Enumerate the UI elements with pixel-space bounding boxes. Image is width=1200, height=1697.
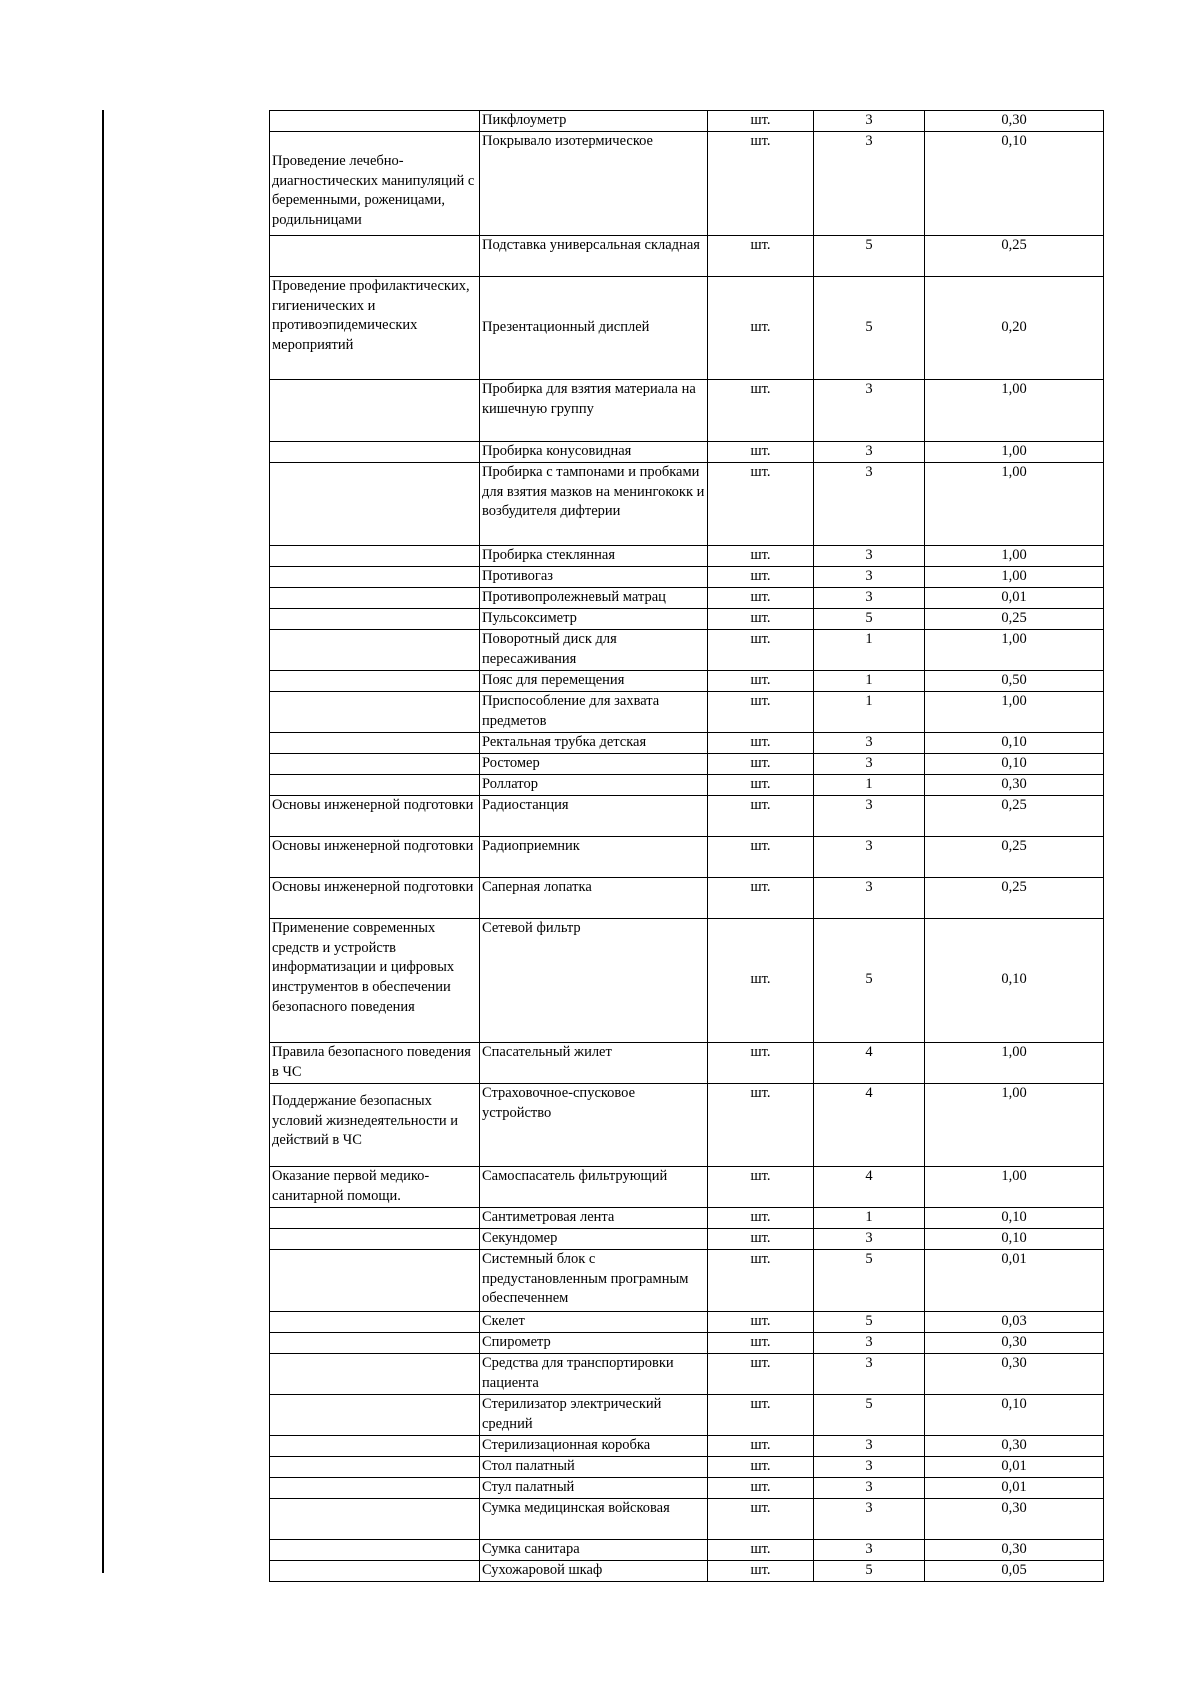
quantity-cell: 3 (814, 1228, 925, 1249)
quantity-cell: 1 (814, 691, 925, 732)
unit-cell: шт. (708, 1353, 814, 1394)
item-name-cell: Пробирка конусовидная (480, 441, 708, 462)
value-cell: 0,30 (925, 1332, 1104, 1353)
unit-cell: шт. (708, 379, 814, 441)
item-name-cell: Сетевой фильтр (480, 918, 708, 1042)
value-cell: 0,05 (925, 1560, 1104, 1581)
table-row (270, 732, 1104, 753)
section-cell (270, 131, 480, 235)
section-cell (270, 774, 480, 795)
quantity-cell: 3 (814, 545, 925, 566)
unit-cell: шт. (708, 795, 814, 836)
unit-cell: шт. (708, 774, 814, 795)
quantity-cell: 3 (814, 1435, 925, 1456)
equipment-table (269, 110, 1104, 1582)
item-name-cell: Пробирка для взятия материала на кишечную группу (480, 379, 708, 441)
item-name-cell: Спирометр (480, 1332, 708, 1353)
item-name-cell: Поворотный диск для пересаживания (480, 629, 708, 670)
item-name-cell: Радиоприемник (480, 836, 708, 877)
item-name-cell: Сумка медицинская войсковая (480, 1498, 708, 1539)
quantity-cell: 1 (814, 629, 925, 670)
quantity-cell: 5 (814, 235, 925, 276)
section-label: Проведение профилактических, гигиенических и противоэпидемических мероприятий (272, 277, 470, 354)
item-name-cell: Сумка санитара (480, 1539, 708, 1560)
section-cell (270, 566, 480, 587)
quantity-cell: 4 (814, 1083, 925, 1166)
table-row (270, 1498, 1104, 1539)
table-row (270, 566, 1104, 587)
value-cell: 0,10 (925, 131, 1104, 235)
table-row (270, 235, 1104, 276)
value-cell: 1,00 (925, 566, 1104, 587)
unit-cell: шт. (708, 877, 814, 918)
table-row (270, 877, 1104, 918)
value-cell: 1,00 (925, 1166, 1104, 1207)
unit-cell: шт. (708, 732, 814, 753)
quantity-cell: 3 (814, 732, 925, 753)
page-margin-line (102, 110, 104, 1573)
unit-cell: шт. (708, 587, 814, 608)
quantity-cell: 3 (814, 441, 925, 462)
table-row (270, 1477, 1104, 1498)
quantity-cell: 5 (814, 1249, 925, 1311)
item-name-cell: Системный блок с предустановленным програмным обеспеченнем (480, 1249, 708, 1311)
item-name-cell: Радиостанция (480, 795, 708, 836)
table-row (270, 608, 1104, 629)
section-cell: Поддержание безопасных условий жизнедеятельности и действий в ЧС (270, 1083, 480, 1166)
table-row (270, 545, 1104, 566)
unit-cell: шт. (708, 691, 814, 732)
section-cell (270, 1498, 480, 1539)
section-cell (270, 587, 480, 608)
section-cell (270, 1207, 480, 1228)
value-cell: 0,01 (925, 587, 1104, 608)
value-cell: 0,30 (925, 111, 1104, 132)
value-cell: 1,00 (925, 441, 1104, 462)
section-cell (270, 1435, 480, 1456)
unit-cell: шт. (708, 1249, 814, 1311)
section-cell (270, 732, 480, 753)
section-cell (270, 441, 480, 462)
unit-cell: шт. (708, 566, 814, 587)
section-cell (270, 1394, 480, 1435)
unit-cell: шт. (708, 1498, 814, 1539)
table-row (270, 111, 1104, 132)
unit-cell: шт. (708, 1560, 814, 1581)
section-cell (270, 235, 480, 276)
item-name-cell: Стол палатный (480, 1456, 708, 1477)
unit-cell: шт. (708, 1435, 814, 1456)
value-cell: 0,10 (925, 1394, 1104, 1435)
item-name-cell: Стерилизатор электрический средний (480, 1394, 708, 1435)
equipment-table-body (270, 111, 1104, 1582)
table-row (270, 918, 1104, 1042)
table-row (270, 1456, 1104, 1477)
quantity-cell: 3 (814, 131, 925, 235)
value-cell: 1,00 (925, 545, 1104, 566)
table-row (270, 1311, 1104, 1332)
table-row (270, 1435, 1104, 1456)
section-cell (270, 379, 480, 441)
quantity-cell: 3 (814, 1332, 925, 1353)
table-row (270, 836, 1104, 877)
section-cell (270, 1456, 480, 1477)
quantity-cell: 3 (814, 877, 925, 918)
quantity-cell: 5 (814, 1560, 925, 1581)
value-cell: 1,00 (925, 462, 1104, 545)
table-row (270, 1207, 1104, 1228)
unit-cell: шт. (708, 1332, 814, 1353)
value-cell: 0,10 (925, 753, 1104, 774)
value-cell: 0,50 (925, 670, 1104, 691)
item-name-cell: Средства для транспортировки пациента (480, 1353, 708, 1394)
section-cell (270, 670, 480, 691)
quantity-cell: 1 (814, 1207, 925, 1228)
section-cell (270, 691, 480, 732)
quantity-cell: 3 (814, 795, 925, 836)
section-cell: Оказание первой медико-санитарной помощи. (270, 1166, 480, 1207)
item-name-cell: Страховочное-спусковое устройство (480, 1083, 708, 1166)
section-cell (270, 1477, 480, 1498)
table-row (270, 587, 1104, 608)
quantity-cell: 3 (814, 1498, 925, 1539)
unit-cell: шт. (708, 1207, 814, 1228)
table-row (270, 462, 1104, 545)
unit-cell: шт. (708, 670, 814, 691)
quantity-cell: 5 (814, 276, 925, 379)
section-cell: Основы инженерной подготовки (270, 795, 480, 836)
quantity-cell: 3 (814, 1456, 925, 1477)
section-cell (270, 753, 480, 774)
section-cell: Основы инженерной подготовки (270, 836, 480, 877)
section-cell (270, 608, 480, 629)
value-cell: 0,25 (925, 608, 1104, 629)
unit-cell: шт. (708, 1042, 814, 1083)
unit-cell: шт. (708, 462, 814, 545)
item-name-cell: Покрывало изотермическое (480, 131, 708, 235)
unit-cell: шт. (708, 276, 814, 379)
section-cell (270, 1249, 480, 1311)
section-cell (270, 1311, 480, 1332)
value-cell: 1,00 (925, 379, 1104, 441)
quantity-cell: 1 (814, 774, 925, 795)
item-name-cell: Пикфлоуметр (480, 111, 708, 132)
quantity-cell: 5 (814, 1394, 925, 1435)
value-cell: 0,01 (925, 1249, 1104, 1311)
value-cell: 0,10 (925, 1228, 1104, 1249)
value-cell: 0,10 (925, 1207, 1104, 1228)
item-name-cell: Пробирка с тампонами и пробками для взятия мазков на менингококк и возбудителя дифтерии (480, 462, 708, 545)
section-cell: Применение современных средств и устройств информатизации и цифровых инструментов в обеспечении безопасного поведения (270, 918, 480, 1042)
item-name-cell: Презентационный дисплей (480, 276, 708, 379)
unit-cell: шт. (708, 1394, 814, 1435)
quantity-cell: 3 (814, 1539, 925, 1560)
unit-cell: шт. (708, 131, 814, 235)
table-row (270, 1332, 1104, 1353)
value-cell: 0,10 (925, 918, 1104, 1042)
section-cell (270, 1228, 480, 1249)
value-cell: 1,00 (925, 629, 1104, 670)
quantity-cell: 3 (814, 836, 925, 877)
value-cell: 0,03 (925, 1311, 1104, 1332)
unit-cell: шт. (708, 753, 814, 774)
unit-cell: шт. (708, 608, 814, 629)
value-cell: 0,01 (925, 1477, 1104, 1498)
table-row (270, 1394, 1104, 1435)
table-row (270, 1353, 1104, 1394)
item-name-cell: Стул палатный (480, 1477, 708, 1498)
quantity-cell: 3 (814, 753, 925, 774)
section-label: Проведение лечебно-диагностических манипуляций с беременными, роженицами, родильницами (272, 152, 475, 229)
value-cell: 0,30 (925, 774, 1104, 795)
section-cell (270, 629, 480, 670)
section-cell (270, 1332, 480, 1353)
table-row (270, 753, 1104, 774)
value-cell: 0,01 (925, 1456, 1104, 1477)
table-row (270, 131, 1104, 235)
table-row (270, 1083, 1104, 1166)
item-name-cell: Пояс для перемещения (480, 670, 708, 691)
table-row (270, 276, 1104, 379)
table-row (270, 379, 1104, 441)
item-name-cell: Сухожаровой шкаф (480, 1560, 708, 1581)
item-name-cell: Ректальная трубка детская (480, 732, 708, 753)
quantity-cell: 3 (814, 1477, 925, 1498)
table-row (270, 670, 1104, 691)
item-name-cell: Пробирка стеклянная (480, 545, 708, 566)
table-row (270, 1249, 1104, 1311)
quantity-cell: 5 (814, 918, 925, 1042)
item-name-cell: Самоспасатель фильтрующий (480, 1166, 708, 1207)
table-row (270, 629, 1104, 670)
table-row (270, 1539, 1104, 1560)
section-cell (270, 462, 480, 545)
unit-cell: шт. (708, 629, 814, 670)
unit-cell: шт. (708, 1539, 814, 1560)
item-name-cell: Противопролежневый матрац (480, 587, 708, 608)
value-cell: 0,25 (925, 235, 1104, 276)
item-name-cell: Саперная лопатка (480, 877, 708, 918)
item-name-cell: Стерилизационная коробка (480, 1435, 708, 1456)
value-cell: 0,25 (925, 877, 1104, 918)
table-row (270, 441, 1104, 462)
table-row (270, 1228, 1104, 1249)
table-row (270, 795, 1104, 836)
quantity-cell: 5 (814, 608, 925, 629)
value-cell: 0,20 (925, 276, 1104, 379)
value-cell: 0,30 (925, 1498, 1104, 1539)
section-cell (270, 1353, 480, 1394)
unit-cell: шт. (708, 1228, 814, 1249)
value-cell: 0,30 (925, 1353, 1104, 1394)
quantity-cell: 3 (814, 379, 925, 441)
item-name-cell: Ростомер (480, 753, 708, 774)
item-name-cell: Сантиметровая лента (480, 1207, 708, 1228)
value-cell: 0,10 (925, 732, 1104, 753)
table-row (270, 1560, 1104, 1581)
section-cell (270, 545, 480, 566)
unit-cell: шт. (708, 111, 814, 132)
section-cell (270, 276, 480, 379)
quantity-cell: 3 (814, 587, 925, 608)
quantity-cell: 3 (814, 111, 925, 132)
value-cell: 1,00 (925, 1083, 1104, 1166)
quantity-cell: 4 (814, 1166, 925, 1207)
value-cell: 0,25 (925, 836, 1104, 877)
unit-cell: шт. (708, 1311, 814, 1332)
section-cell: Основы инженерной подготовки (270, 877, 480, 918)
value-cell: 1,00 (925, 1042, 1104, 1083)
table-row (270, 1042, 1104, 1083)
value-cell: 0,30 (925, 1539, 1104, 1560)
item-name-cell: Пульсоксиметр (480, 608, 708, 629)
unit-cell: шт. (708, 1166, 814, 1207)
section-cell: Правила безопасного поведения в ЧС (270, 1042, 480, 1083)
table-row (270, 774, 1104, 795)
unit-cell: шт. (708, 918, 814, 1042)
section-cell (270, 1539, 480, 1560)
item-name-cell: Роллатор (480, 774, 708, 795)
quantity-cell: 4 (814, 1042, 925, 1083)
unit-cell: шт. (708, 1083, 814, 1166)
item-name-cell: Подставка универсальная складная (480, 235, 708, 276)
quantity-cell: 3 (814, 462, 925, 545)
unit-cell: шт. (708, 235, 814, 276)
unit-cell: шт. (708, 1456, 814, 1477)
item-name-cell: Противогаз (480, 566, 708, 587)
table-row (270, 1166, 1104, 1207)
section-cell (270, 111, 480, 132)
item-name-cell: Секундомер (480, 1228, 708, 1249)
section-cell (270, 1560, 480, 1581)
quantity-cell: 3 (814, 566, 925, 587)
unit-cell: шт. (708, 836, 814, 877)
quantity-cell: 5 (814, 1311, 925, 1332)
item-name-cell: Приспособление для захвата предметов (480, 691, 708, 732)
value-cell: 0,30 (925, 1435, 1104, 1456)
item-name-cell: Спасательный жилет (480, 1042, 708, 1083)
value-cell: 0,25 (925, 795, 1104, 836)
item-name-cell: Скелет (480, 1311, 708, 1332)
table-row (270, 691, 1104, 732)
quantity-cell: 3 (814, 1353, 925, 1394)
unit-cell: шт. (708, 1477, 814, 1498)
quantity-cell: 1 (814, 670, 925, 691)
unit-cell: шт. (708, 441, 814, 462)
unit-cell: шт. (708, 545, 814, 566)
value-cell: 1,00 (925, 691, 1104, 732)
